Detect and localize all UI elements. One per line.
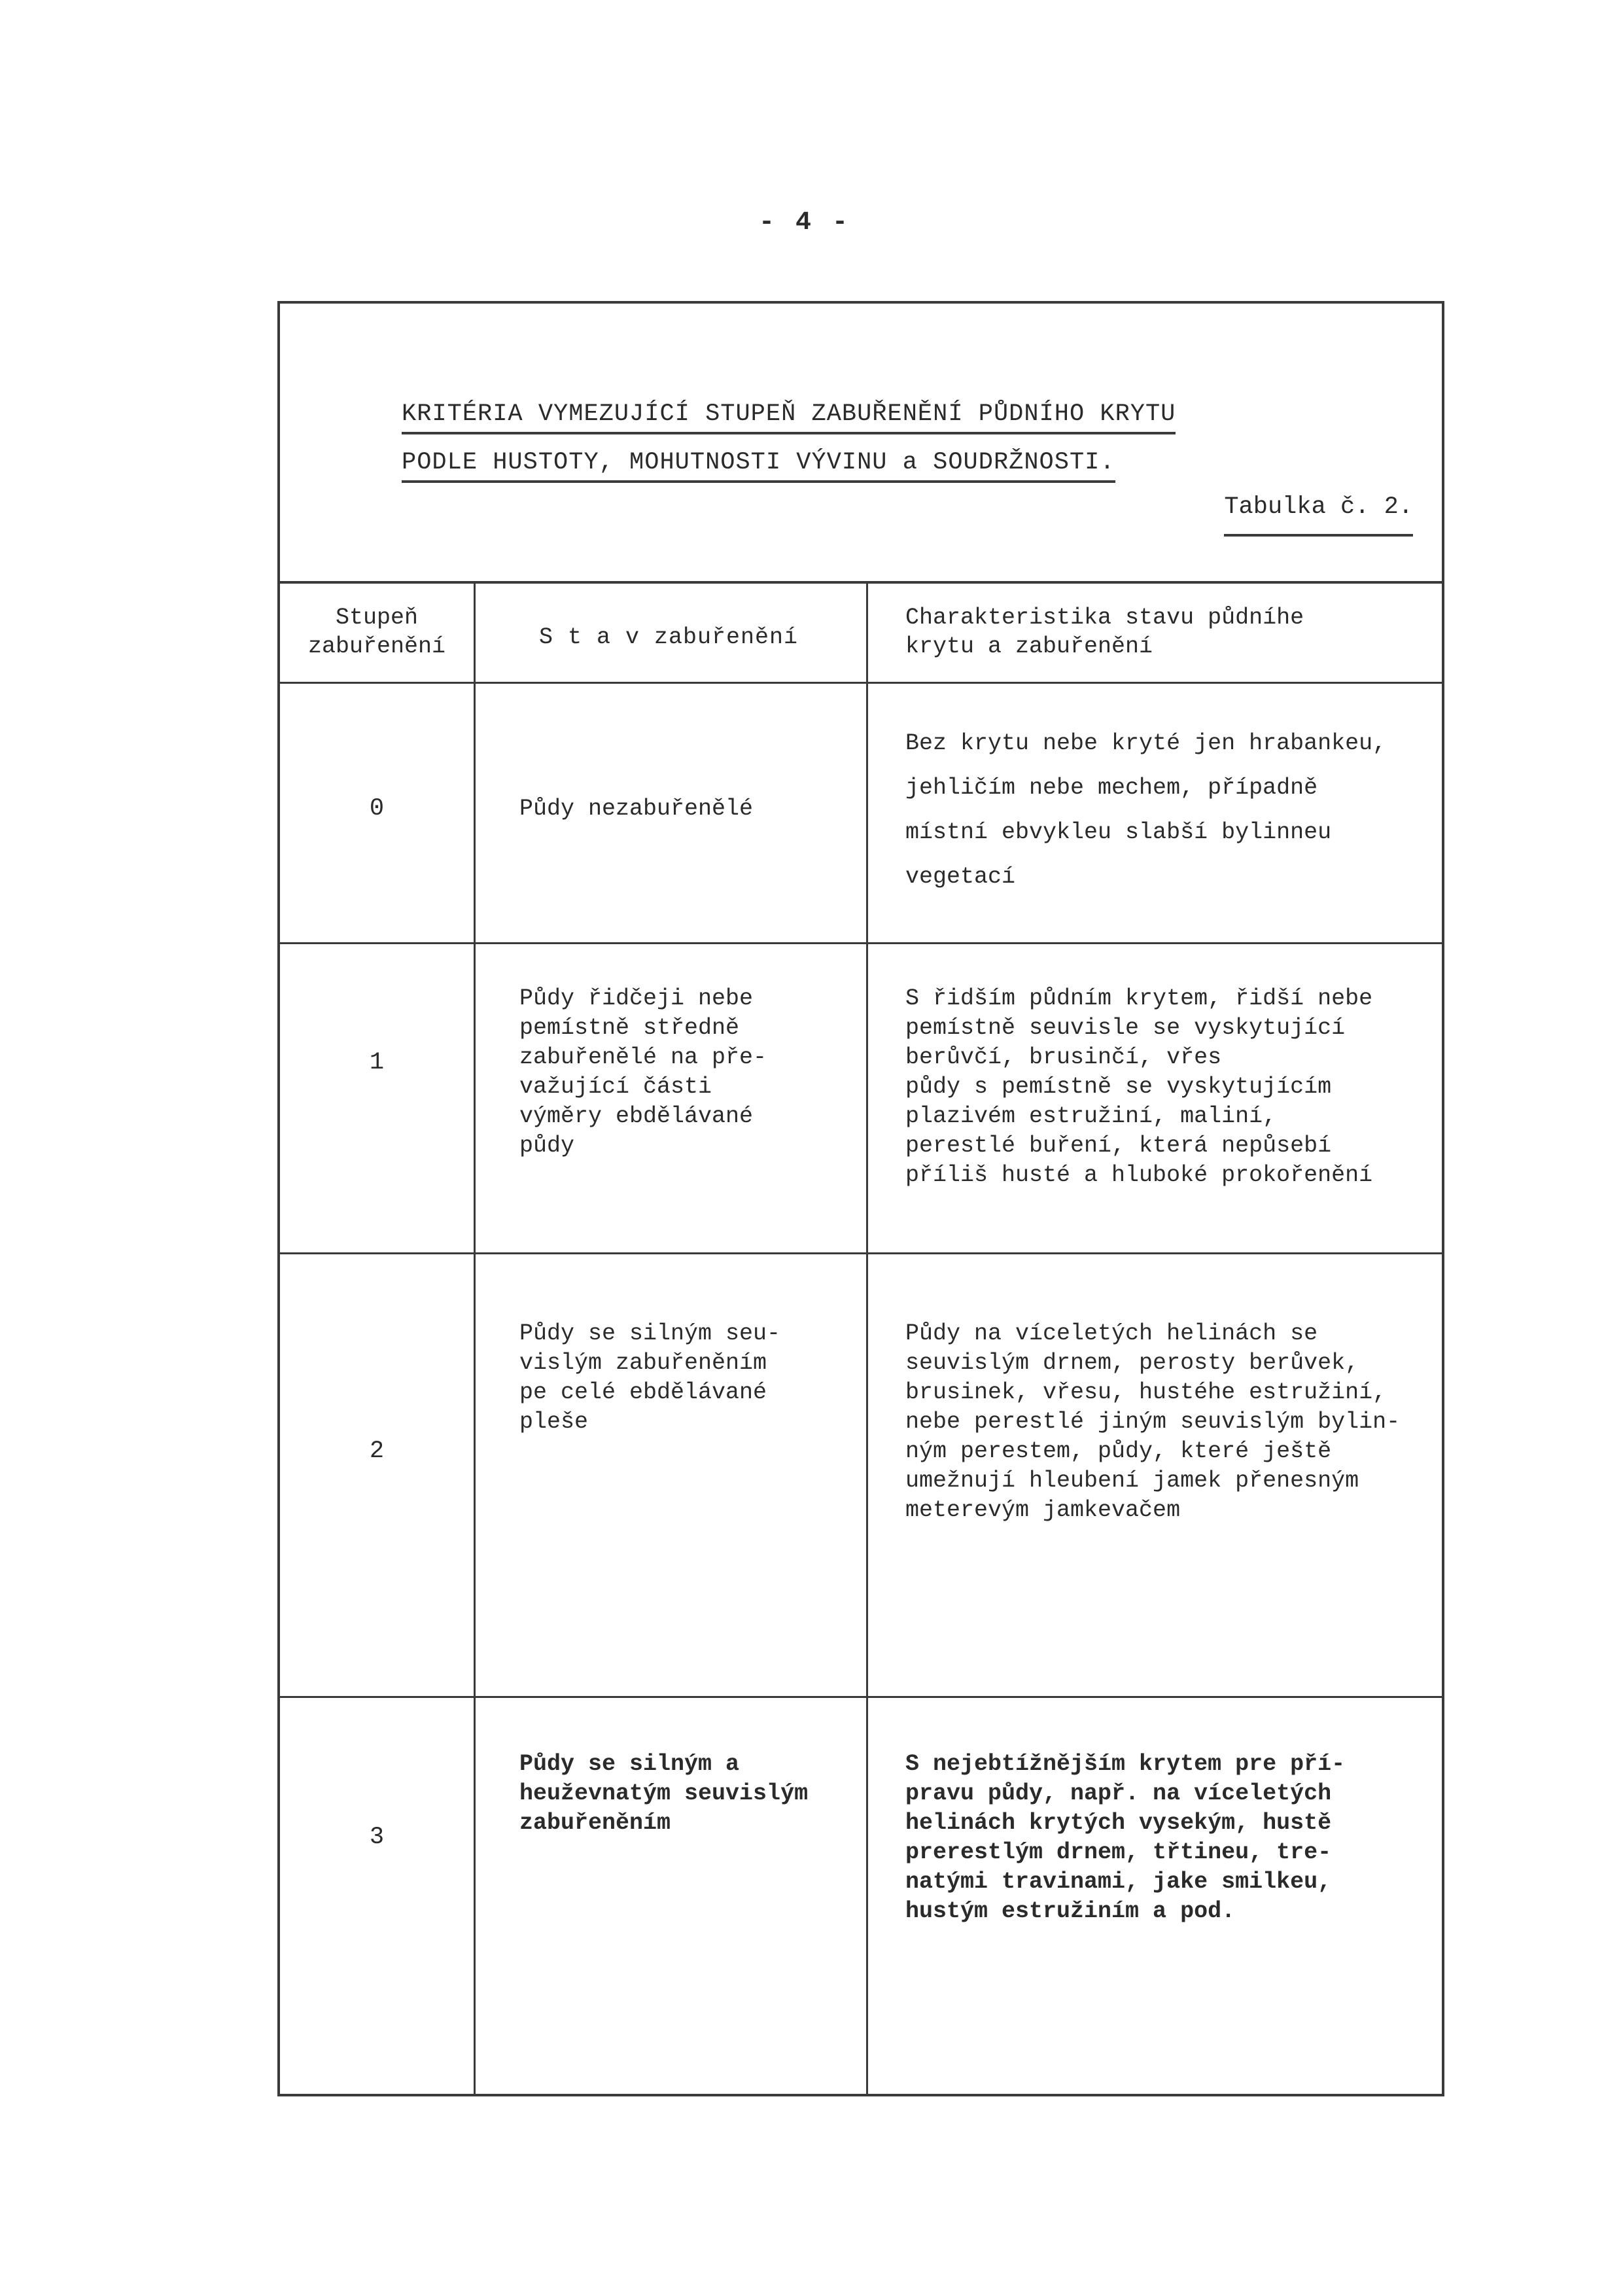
header-characteristics: Charakteristika stavu půdníhe krytu a zabuřenění: [905, 605, 1304, 660]
row-divider-0: [280, 942, 1442, 944]
row-0-grade: 0: [369, 795, 385, 822]
table-heading-block: [280, 304, 1442, 584]
row-1-grade: 1: [369, 1049, 385, 1076]
row-0-state: Půdy nezabuřenělé: [519, 796, 754, 822]
header-state: S t a v zabuřenění: [539, 624, 799, 650]
table-frame: [277, 301, 1444, 2096]
row-divider-1: [280, 1252, 1442, 1254]
row-3-grade: 3: [369, 1824, 385, 1851]
row-3-state: Půdy se silným a heuževnatým seuvislým zabuřeněním: [519, 1751, 809, 1836]
row-3-characteristics: S nejebtížnějším krytem pre pří- pravu půdy, např. na víceletých helinách krytých vysekým, hustě prerestlým drnem, třtineu, tre- natými travinami, jake smilkeu, hustým estružiním a pod.: [905, 1751, 1346, 1924]
column-divider-2: [866, 584, 868, 2096]
header-grade: Stupeň zabuřenění: [307, 605, 446, 660]
page-number: - 4 -: [758, 208, 851, 238]
table-number-label: Tabulka č. 2.: [1224, 493, 1413, 537]
table-title-line-1: KRITÉRIA VYMEZUJÍCÍ STUPEŇ ZABUŘENĚNÍ PŮDNÍHO KRYTU: [402, 400, 1176, 434]
row-1-characteristics: S řidším půdním krytem, řidší nebe pemístně seuvisle se vyskytující berůvčí, brusinčí, vřes půdy s pemístně se vyskytujícím plazivém estružiní, maliní, perestlé buření, která nepůsebí příliš husté a hluboké prokořenění: [905, 985, 1373, 1188]
criteria-table: [280, 584, 1442, 2096]
row-2-characteristics: Půdy na víceletých helinách se seuvislým drnem, perosty berůvek, brusinek, vřesu, hustéhe estružiní, nebe perestlé jiným seuvislým bylin- ným perestem, půdy, které ještě umežnují hleubení jamek přenesným meterevým jamkevačem: [905, 1320, 1401, 1523]
row-divider-header: [280, 682, 1442, 684]
row-divider-2: [280, 1696, 1442, 1698]
table-title-line-2: PODLE HUSTOTY, MOHUTNOSTI VÝVINU a SOUDRŽNOSTI.: [402, 449, 1115, 483]
row-2-state: Půdy se silným seu- vislým zabuřeněním pe celé ebdělávané pleše: [519, 1320, 781, 1435]
row-1-state: Půdy řidčeji nebe pemístně středně zabuřenělé na pře- važující části výměry ebdělávané půdy: [519, 985, 767, 1159]
column-divider-1: [474, 584, 476, 2096]
row-2-grade: 2: [369, 1438, 385, 1465]
row-0-characteristics: Bez krytu nebe kryté jen hrabankeu, jehličím nebe mechem, případně místní ebvykleu slabší bylinneu vegetací: [905, 730, 1387, 890]
